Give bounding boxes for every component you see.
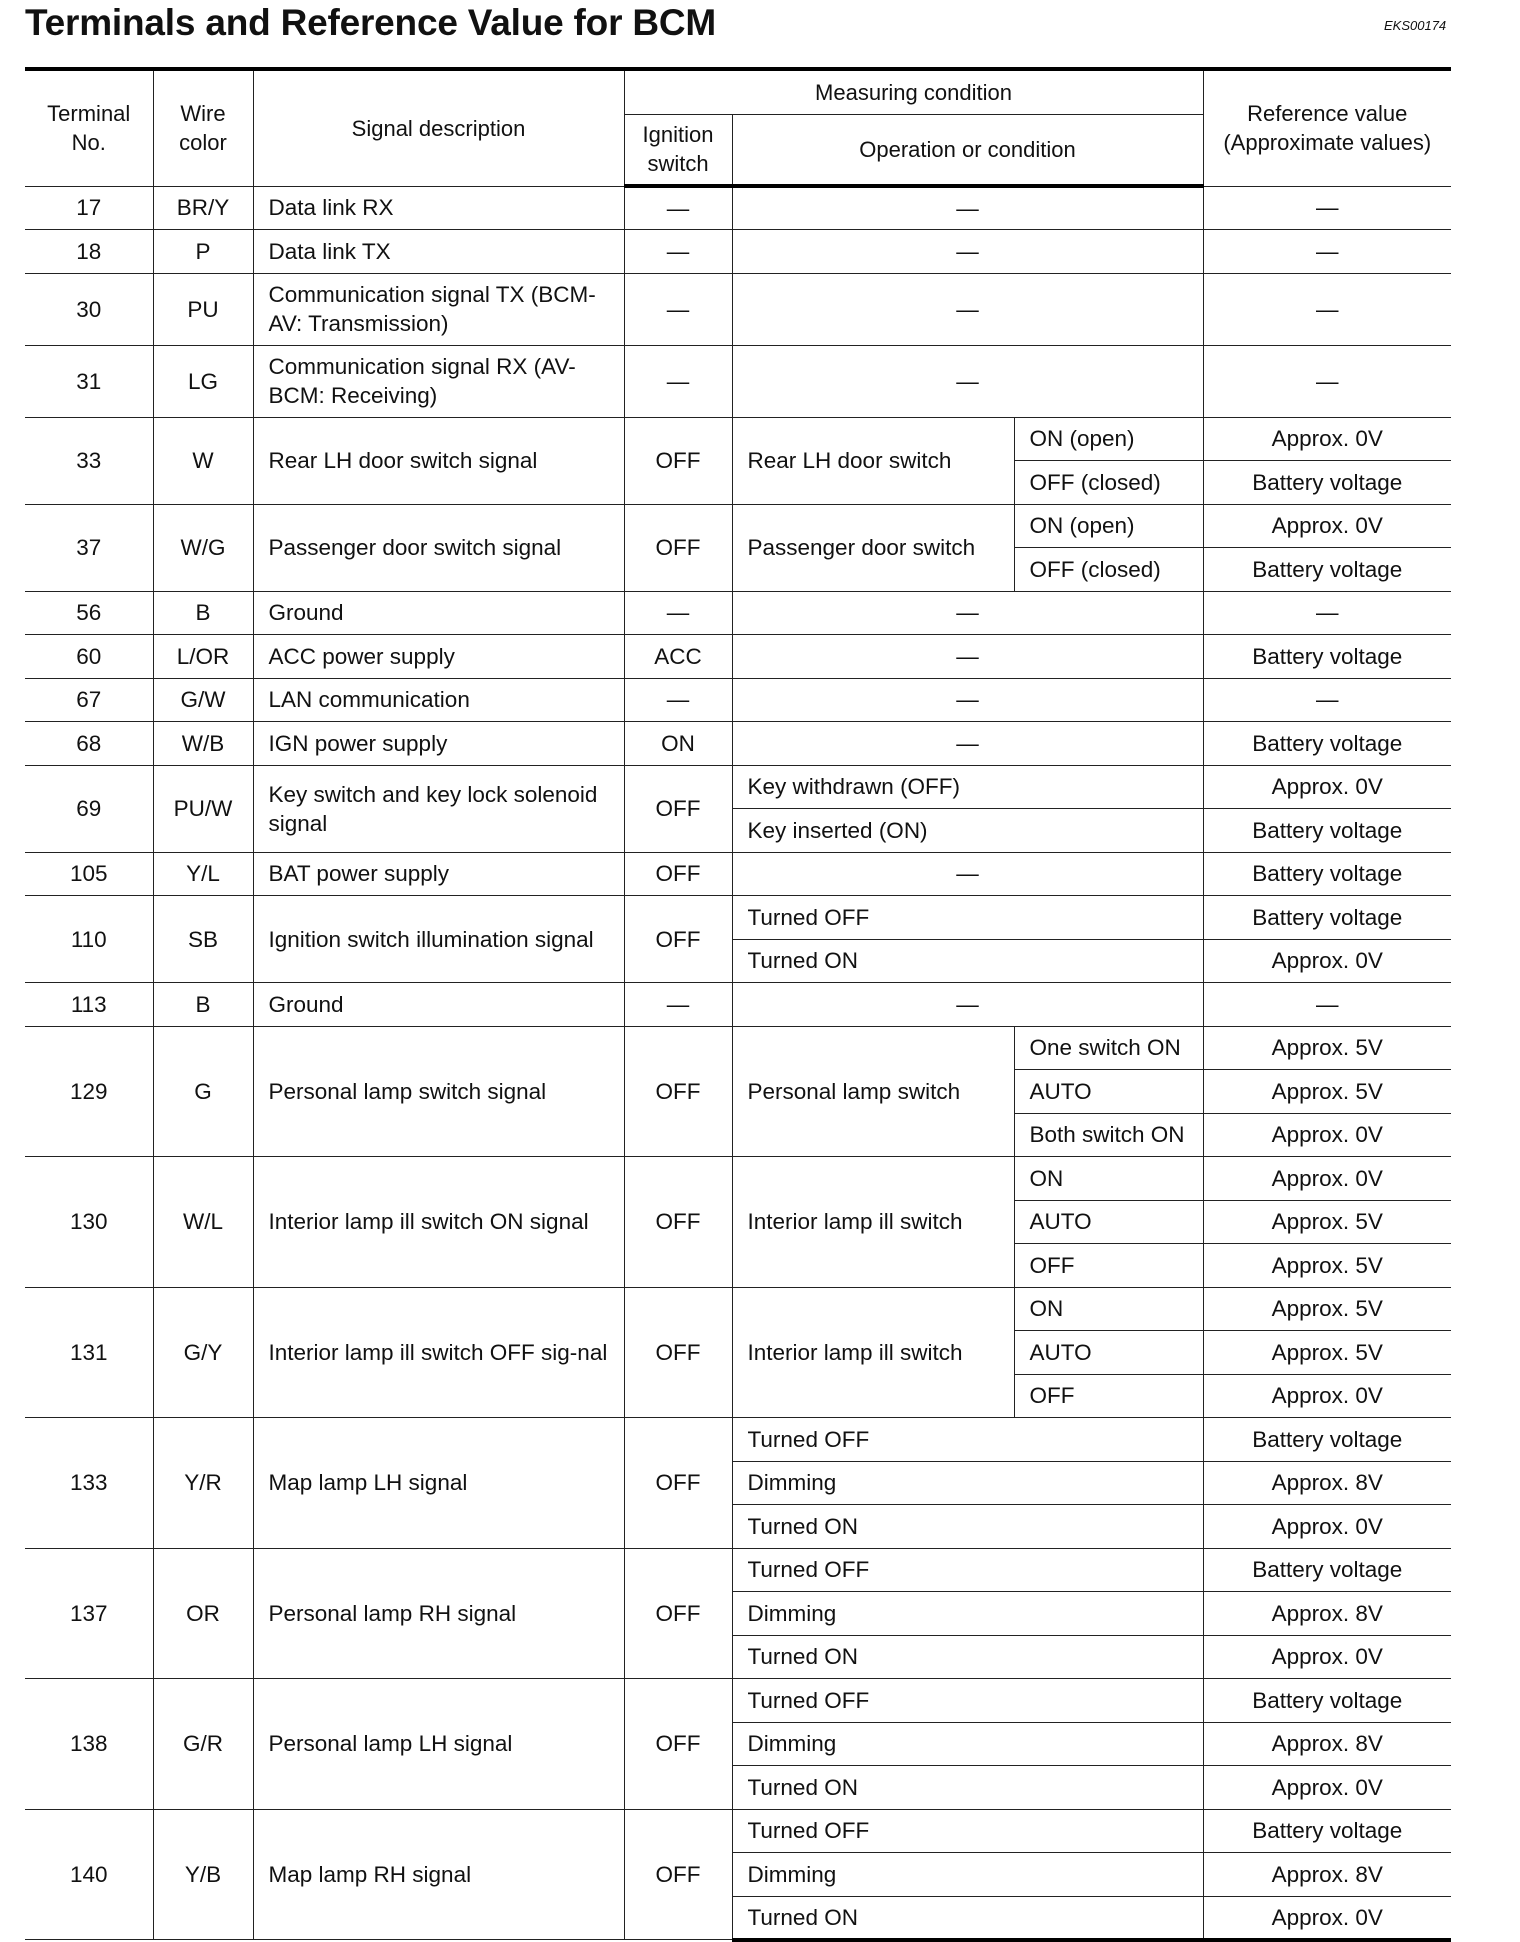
wire-color: W/B — [153, 722, 253, 766]
operation: Passenger door switch — [732, 504, 1014, 591]
condition: ON — [1014, 1157, 1203, 1201]
reference-value: Approx. 0V — [1203, 504, 1451, 548]
ignition-switch-state: OFF — [624, 1679, 732, 1810]
condition: OFF (closed) — [1014, 461, 1203, 505]
table-row — [25, 1287, 1451, 1331]
terminal-number: 33 — [25, 417, 153, 504]
table-row — [25, 983, 1451, 1027]
wire-color: LG — [153, 345, 253, 417]
reference-value: Approx. 0V — [1203, 1635, 1451, 1679]
reference-value: Battery voltage — [1203, 809, 1451, 853]
condition: Turned OFF — [732, 1809, 1203, 1853]
reference-value: Approx. 0V — [1203, 765, 1451, 809]
operation: — — [732, 722, 1203, 766]
table-row — [25, 417, 1451, 461]
reference-value: Approx. 5V — [1203, 1200, 1451, 1244]
reference-value: Approx. 8V — [1203, 1461, 1451, 1505]
table-row — [25, 896, 1451, 940]
terminal-number: 140 — [25, 1809, 153, 1940]
operation: — — [732, 186, 1203, 230]
terminal-number: 56 — [25, 591, 153, 635]
header-operation-or-condition: Operation or condition — [732, 114, 1203, 186]
reference-value: Approx. 5V — [1203, 1244, 1451, 1288]
ignition-switch-state: — — [624, 591, 732, 635]
terminal-number: 37 — [25, 504, 153, 591]
reference-value: Approx. 5V — [1203, 1331, 1451, 1375]
ignition-switch-state: OFF — [624, 504, 732, 591]
terminal-reference-table — [25, 67, 1451, 1942]
table-row — [25, 635, 1451, 679]
table-header — [25, 69, 1451, 186]
signal-description: IGN power supply — [253, 722, 624, 766]
ignition-switch-state: OFF — [624, 852, 732, 896]
ignition-switch-state: OFF — [624, 1026, 732, 1157]
condition: Turned ON — [732, 1766, 1203, 1810]
operation: — — [732, 230, 1203, 274]
terminal-number: 131 — [25, 1287, 153, 1418]
signal-description: Interior lamp ill switch ON signal — [253, 1157, 624, 1288]
operation: Rear LH door switch — [732, 417, 1014, 504]
reference-value: Battery voltage — [1203, 722, 1451, 766]
wire-color: G — [153, 1026, 253, 1157]
condition: Turned OFF — [732, 1548, 1203, 1592]
wire-color: W/L — [153, 1157, 253, 1288]
reference-value: Approx. 0V — [1203, 1896, 1451, 1940]
table-row — [25, 1418, 1451, 1462]
condition: AUTO — [1014, 1070, 1203, 1114]
ignition-switch-state: OFF — [624, 417, 732, 504]
condition: AUTO — [1014, 1331, 1203, 1375]
reference-value: Approx. 8V — [1203, 1592, 1451, 1636]
reference-value: Approx. 5V — [1203, 1026, 1451, 1070]
ignition-switch-state: ON — [624, 722, 732, 766]
condition: Dimming — [732, 1592, 1203, 1636]
operation: — — [732, 635, 1203, 679]
reference-value: Battery voltage — [1203, 1548, 1451, 1592]
wire-color: B — [153, 983, 253, 1027]
table-row — [25, 591, 1451, 635]
reference-value: Approx. 0V — [1203, 1113, 1451, 1157]
terminal-number: 69 — [25, 765, 153, 852]
ignition-switch-state: — — [624, 678, 732, 722]
reference-value: Battery voltage — [1203, 548, 1451, 592]
reference-value: — — [1203, 273, 1451, 345]
condition: Dimming — [732, 1722, 1203, 1766]
condition: Key withdrawn (OFF) — [732, 765, 1203, 809]
reference-value: Battery voltage — [1203, 1809, 1451, 1853]
condition: One switch ON — [1014, 1026, 1203, 1070]
wire-color: PU/W — [153, 765, 253, 852]
terminal-number: 105 — [25, 852, 153, 896]
operation: — — [732, 273, 1203, 345]
table-row — [25, 273, 1451, 345]
table-row — [25, 722, 1451, 766]
condition: Turned OFF — [732, 1679, 1203, 1723]
ignition-switch-state: ACC — [624, 635, 732, 679]
terminal-number: 133 — [25, 1418, 153, 1549]
ignition-switch-state: OFF — [624, 896, 732, 983]
condition: Turned ON — [732, 1896, 1203, 1940]
signal-description: Map lamp RH signal — [253, 1809, 624, 1940]
signal-description: Key switch and key lock solenoid signal — [253, 765, 624, 852]
ignition-switch-state: — — [624, 273, 732, 345]
terminal-number: 68 — [25, 722, 153, 766]
reference-value: Battery voltage — [1203, 1418, 1451, 1462]
signal-description: Ground — [253, 591, 624, 635]
reference-value: Approx. 0V — [1203, 417, 1451, 461]
wire-color: Y/L — [153, 852, 253, 896]
signal-description: Ground — [253, 983, 624, 1027]
ignition-switch-state: OFF — [624, 1157, 732, 1288]
reference-value: Battery voltage — [1203, 896, 1451, 940]
wire-color: L/OR — [153, 635, 253, 679]
table-row — [25, 678, 1451, 722]
wire-color: SB — [153, 896, 253, 983]
table-row — [25, 186, 1451, 230]
condition: OFF (closed) — [1014, 548, 1203, 592]
signal-description: Map lamp LH signal — [253, 1418, 624, 1549]
table-row — [25, 1548, 1451, 1592]
wire-color: BR/Y — [153, 186, 253, 230]
operation: — — [732, 852, 1203, 896]
wire-color: OR — [153, 1548, 253, 1679]
header-ignition-switch: Ignition switch — [624, 114, 732, 186]
operation: Personal lamp switch — [732, 1026, 1014, 1157]
condition: Turned OFF — [732, 896, 1203, 940]
signal-description: Personal lamp RH signal — [253, 1548, 624, 1679]
condition: Turned ON — [732, 1505, 1203, 1549]
signal-description: Data link RX — [253, 186, 624, 230]
signal-description: BAT power supply — [253, 852, 624, 896]
signal-description: Interior lamp ill switch OFF sig-nal — [253, 1287, 624, 1418]
wire-color: P — [153, 230, 253, 274]
wire-color: PU — [153, 273, 253, 345]
signal-description: Personal lamp switch signal — [253, 1026, 624, 1157]
condition: ON (open) — [1014, 504, 1203, 548]
operation: — — [732, 678, 1203, 722]
signal-description: LAN communication — [253, 678, 624, 722]
ignition-switch-state: OFF — [624, 1809, 732, 1940]
table-row — [25, 504, 1451, 548]
header-terminal-no: Terminal No. — [25, 69, 153, 186]
table-row — [25, 765, 1451, 809]
ignition-switch-state: OFF — [624, 765, 732, 852]
table-row — [25, 1157, 1451, 1201]
table-row — [25, 1026, 1451, 1070]
signal-description: ACC power supply — [253, 635, 624, 679]
signal-description: Rear LH door switch signal — [253, 417, 624, 504]
terminal-number: 130 — [25, 1157, 153, 1288]
condition: OFF — [1014, 1374, 1203, 1418]
signal-description: Communication signal TX (BCM-AV: Transmission) — [253, 273, 624, 345]
terminal-number: 113 — [25, 983, 153, 1027]
ignition-switch-state: OFF — [624, 1418, 732, 1549]
condition: ON (open) — [1014, 417, 1203, 461]
ignition-switch-state: — — [624, 345, 732, 417]
terminal-number: 129 — [25, 1026, 153, 1157]
reference-value: Approx. 0V — [1203, 1157, 1451, 1201]
reference-value: — — [1203, 345, 1451, 417]
terminal-number: 60 — [25, 635, 153, 679]
condition: ON — [1014, 1287, 1203, 1331]
operation: — — [732, 345, 1203, 417]
condition: Turned OFF — [732, 1418, 1203, 1462]
table-row — [25, 852, 1451, 896]
reference-value: Approx. 8V — [1203, 1853, 1451, 1897]
wire-color: B — [153, 591, 253, 635]
table-row — [25, 1809, 1451, 1853]
ignition-switch-state: OFF — [624, 1287, 732, 1418]
condition: Turned ON — [732, 939, 1203, 983]
operation: — — [732, 591, 1203, 635]
condition: Dimming — [732, 1853, 1203, 1897]
reference-value: Approx. 5V — [1203, 1287, 1451, 1331]
terminal-number: 31 — [25, 345, 153, 417]
reference-value: Approx. 8V — [1203, 1722, 1451, 1766]
wire-color: W/G — [153, 504, 253, 591]
condition: Dimming — [732, 1461, 1203, 1505]
wire-color: W — [153, 417, 253, 504]
wire-color: G/W — [153, 678, 253, 722]
condition: Turned ON — [732, 1635, 1203, 1679]
wire-color: Y/R — [153, 1418, 253, 1549]
document-id: EKS00174 — [1384, 18, 1447, 33]
reference-value: Battery voltage — [1203, 461, 1451, 505]
reference-value: Approx. 0V — [1203, 1766, 1451, 1810]
header-wire-color: Wire color — [153, 69, 253, 186]
operation: — — [732, 983, 1203, 1027]
header-reference-value: Reference value (Approximate values) — [1203, 69, 1451, 186]
ignition-switch-state: — — [624, 230, 732, 274]
table-row — [25, 345, 1451, 417]
signal-description: Communication signal RX (AV-BCM: Receiving) — [253, 345, 624, 417]
reference-value: Battery voltage — [1203, 635, 1451, 679]
reference-value: Battery voltage — [1203, 1679, 1451, 1723]
table-row — [25, 1679, 1451, 1723]
operation: Interior lamp ill switch — [732, 1157, 1014, 1288]
terminal-number: 137 — [25, 1548, 153, 1679]
signal-description: Ignition switch illumination signal — [253, 896, 624, 983]
reference-value: Approx. 0V — [1203, 1505, 1451, 1549]
reference-value: — — [1203, 591, 1451, 635]
table-body — [25, 186, 1451, 1940]
reference-value: — — [1203, 678, 1451, 722]
wire-color: G/R — [153, 1679, 253, 1810]
reference-value: — — [1203, 230, 1451, 274]
terminal-number: 30 — [25, 273, 153, 345]
signal-description: Passenger door switch signal — [253, 504, 624, 591]
header-measuring-condition: Measuring condition — [624, 69, 1203, 114]
reference-value: Approx. 5V — [1203, 1070, 1451, 1114]
signal-description: Data link TX — [253, 230, 624, 274]
reference-value: Approx. 0V — [1203, 939, 1451, 983]
reference-value: — — [1203, 983, 1451, 1027]
ignition-switch-state: — — [624, 983, 732, 1027]
reference-value: Approx. 0V — [1203, 1374, 1451, 1418]
wire-color: G/Y — [153, 1287, 253, 1418]
terminal-number: 18 — [25, 230, 153, 274]
terminal-number: 110 — [25, 896, 153, 983]
operation: Interior lamp ill switch — [732, 1287, 1014, 1418]
terminal-number: 17 — [25, 186, 153, 230]
terminal-number: 67 — [25, 678, 153, 722]
signal-description: Personal lamp LH signal — [253, 1679, 624, 1810]
condition: Both switch ON — [1014, 1113, 1203, 1157]
reference-value: Battery voltage — [1203, 852, 1451, 896]
table-row — [25, 230, 1451, 274]
reference-value: — — [1203, 186, 1451, 230]
header-signal-description: Signal description — [253, 69, 624, 186]
ignition-switch-state: — — [624, 186, 732, 230]
terminal-number: 138 — [25, 1679, 153, 1810]
condition: Key inserted (ON) — [732, 809, 1203, 853]
page-title: Terminals and Reference Value for BCM — [25, 2, 717, 43]
condition: AUTO — [1014, 1200, 1203, 1244]
wire-color: Y/B — [153, 1809, 253, 1940]
ignition-switch-state: OFF — [624, 1548, 732, 1679]
condition: OFF — [1014, 1244, 1203, 1288]
